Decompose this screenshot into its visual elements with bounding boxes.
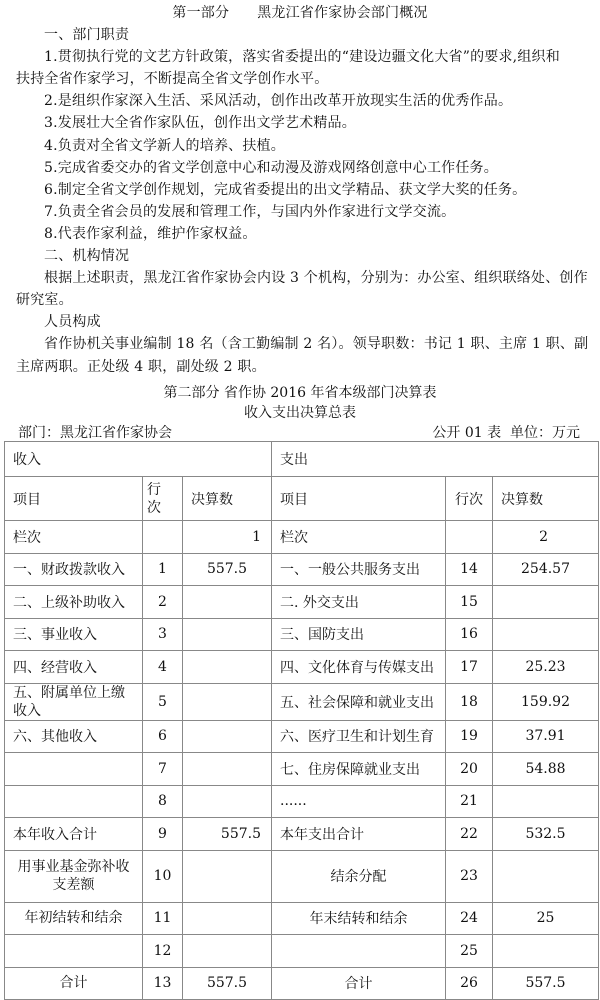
ex-amount [493, 586, 599, 619]
staff-text-line1: 省作协机关事业编制 18 名（含工勤编制 2 名）。领导职数：书记 1 职、主席 1 职、副 [44, 336, 589, 353]
table-row [5, 753, 599, 786]
duty-7: 7.负责全省会员的发展和管理工作，与国内外作家进行文学交流。 [44, 203, 456, 220]
table-row [5, 651, 599, 684]
table-number-unit [432, 423, 580, 443]
org-text-line2: 研究室。 [16, 292, 73, 309]
table-header-row [5, 442, 599, 477]
ex-row-no: 22 [446, 818, 493, 851]
ex-amount: 25.23 [493, 651, 599, 684]
unit-label: 单位：万元 [510, 425, 580, 441]
duty-8: 8.代表作家利益，维护作家权益。 [44, 225, 257, 242]
ex-row-no: 15 [446, 586, 493, 619]
ex-item [272, 935, 446, 968]
table-row [5, 553, 599, 586]
lanci-label: 栏次 [272, 521, 446, 554]
ex-amount [493, 935, 599, 968]
table-row [5, 935, 599, 968]
duty-1-line2: 扶持全省作家学习，不断提高全省文学创作水平。 [16, 71, 329, 88]
ex-amount: 37.91 [493, 720, 599, 753]
table-row [5, 818, 599, 851]
col-row-no [143, 477, 183, 521]
in-row-no: 1 [143, 553, 183, 586]
table-row [5, 720, 599, 753]
in-amount [183, 850, 272, 902]
income-expense-table [4, 441, 599, 1000]
in-row-no: 6 [143, 720, 183, 753]
in-row-no: 10 [143, 850, 183, 902]
duty-2: 2.是组织作家深入生活、采风活动，创作出改革开放现实生活的优秀作品。 [44, 93, 513, 110]
ex-row-no: 24 [446, 902, 493, 935]
ex-row-no: 18 [446, 683, 493, 720]
lanci-row [5, 521, 599, 554]
in-item: 三、事业收入 [5, 618, 143, 651]
in-amount [183, 586, 272, 619]
ex-row-no: 20 [446, 753, 493, 786]
ex-row-no: 23 [446, 850, 493, 902]
ex-amount: 25 [493, 902, 599, 935]
ex-item: 年末结转和结余 [272, 902, 446, 935]
empty-cell [446, 521, 493, 554]
in-item [5, 753, 143, 786]
ex-amount: 54.88 [493, 753, 599, 786]
table-row [5, 967, 599, 1000]
ex-amount: 557.5 [493, 967, 599, 1000]
ex-item: 六、医疗卫生和计划生育 [272, 720, 446, 753]
in-row-no: 11 [143, 902, 183, 935]
table-number: 公开 01 表 [432, 425, 502, 441]
in-item: 一、财政拨款收入 [5, 553, 143, 586]
table-row [5, 850, 599, 902]
col-item: 项目 [272, 477, 446, 521]
ex-row-no: 19 [446, 720, 493, 753]
in-amount: 557.5 [183, 553, 272, 586]
ex-item: 七、住房保障就业支出 [272, 753, 446, 786]
section-heading: 一、部门职责 [44, 27, 130, 44]
ex-item: 一、一般公共服务支出 [272, 553, 446, 586]
ex-row-no: 16 [446, 618, 493, 651]
in-amount [183, 683, 272, 720]
lanci-label: 栏次 [5, 521, 143, 554]
in-row-no: 5 [143, 683, 183, 720]
org-text-line1: 根据上述职责，黑龙江省作家协会内设 3 个机构，分别为：办公室、组织联络处、创作 [44, 270, 588, 287]
ex-amount: 254.57 [493, 553, 599, 586]
in-item [5, 935, 143, 968]
ex-row-no: 17 [446, 651, 493, 684]
col-row-no: 行次 [446, 477, 493, 521]
table-row [5, 683, 599, 720]
col-amount: 决算数 [493, 477, 599, 521]
empty-cell [143, 521, 183, 554]
duty-1-line1: 1.贯彻执行党的文艺方针政策，落实省委提出的“建设边疆文化大省”的要求,组织和 [44, 49, 560, 66]
in-amount: 557.5 [183, 967, 272, 1000]
expense-header: 支出 [272, 442, 599, 477]
lanci-expense: 2 [493, 521, 599, 554]
in-item: 用事业基金弥补收支差额 [5, 850, 143, 902]
department-label: 部门：黑龙江省作家协会 [18, 425, 172, 441]
part1-title [0, 2, 600, 24]
part2-title: 第二部分 省作协 2016 年省本级部门决算表 [163, 385, 437, 401]
in-item: 合计 [5, 967, 143, 1000]
in-row-no: 8 [143, 785, 183, 818]
ex-item: 二. 外交支出 [272, 586, 446, 619]
ex-amount: 159.92 [493, 683, 599, 720]
col-item: 项目 [5, 477, 143, 521]
part1-overview [0, 2, 600, 378]
ex-amount [493, 618, 599, 651]
in-amount: 557.5 [183, 818, 272, 851]
ex-item: 五、社会保障和就业支出 [272, 683, 446, 720]
section-heading: 二、机构情况 [44, 248, 130, 265]
table-title: 收入支出决算总表 [244, 405, 356, 421]
ex-item: ...... [272, 785, 446, 818]
duty-5: 5.完成省委交办的省文学创意中心和动漫及游戏网络创意中心工作任务。 [44, 159, 498, 176]
ex-row-no: 25 [446, 935, 493, 968]
in-item: 年初结转和结余 [5, 902, 143, 935]
ex-item: 结余分配 [272, 850, 446, 902]
ex-item: 合计 [272, 967, 446, 1000]
table-row [5, 785, 599, 818]
ex-row-no: 14 [446, 553, 493, 586]
in-item: 四、经营收入 [5, 651, 143, 684]
table-row [5, 586, 599, 619]
col-row-char2: 次 [147, 499, 161, 516]
table-row [5, 618, 599, 651]
column-header-row [5, 477, 599, 521]
ex-row-no: 26 [446, 967, 493, 1000]
table-row [5, 902, 599, 935]
in-item [5, 785, 143, 818]
in-row-no: 3 [143, 618, 183, 651]
in-amount [183, 651, 272, 684]
in-row-no: 9 [143, 818, 183, 851]
staff-text-line2: 主席两职。正处级 4 职，副处级 2 职。 [16, 358, 266, 375]
income-header: 收入 [5, 442, 272, 477]
col-amount: 决算数 [183, 477, 272, 521]
in-item: 二、上级补助收入 [5, 586, 143, 619]
in-amount [183, 753, 272, 786]
in-item: 六、其他收入 [5, 720, 143, 753]
part-label: 第一部分 [172, 5, 230, 21]
ex-item: 本年支出合计 [272, 818, 446, 851]
in-amount [183, 618, 272, 651]
ex-item: 四、文化体育与传媒支出 [272, 651, 446, 684]
staff-heading: 人员构成 [44, 314, 101, 331]
ex-row-no: 21 [446, 785, 493, 818]
part-title: 黑龙江省作家协会部门概况 [257, 5, 428, 21]
in-row-no: 12 [143, 935, 183, 968]
in-amount [183, 902, 272, 935]
in-row-no: 7 [143, 753, 183, 786]
in-amount [183, 785, 272, 818]
duty-4: 4.负责对全省文学新人的培养、扶植。 [44, 137, 285, 154]
ex-item: 三、国防支出 [272, 618, 446, 651]
in-row-no: 4 [143, 651, 183, 684]
in-amount [183, 935, 272, 968]
duty-3: 3.发展壮大全省作家队伍，创作出文学艺术精品。 [44, 115, 356, 132]
part2-titles [0, 383, 600, 423]
col-row-char1: 行 [147, 481, 161, 498]
ex-amount [493, 785, 599, 818]
in-amount [183, 720, 272, 753]
in-item: 本年收入合计 [5, 818, 143, 851]
lanci-income: 1 [183, 521, 272, 554]
ex-amount [493, 850, 599, 902]
duty-6: 6.制定全省文学创作规划，完成省委提出的出文学精品、获文学大奖的任务。 [44, 181, 527, 198]
ex-amount: 532.5 [493, 818, 599, 851]
in-row-no: 2 [143, 586, 183, 619]
in-item: 五、附属单位上缴收入 [5, 683, 143, 720]
in-row-no: 13 [143, 967, 183, 1000]
table-meta [18, 423, 588, 443]
